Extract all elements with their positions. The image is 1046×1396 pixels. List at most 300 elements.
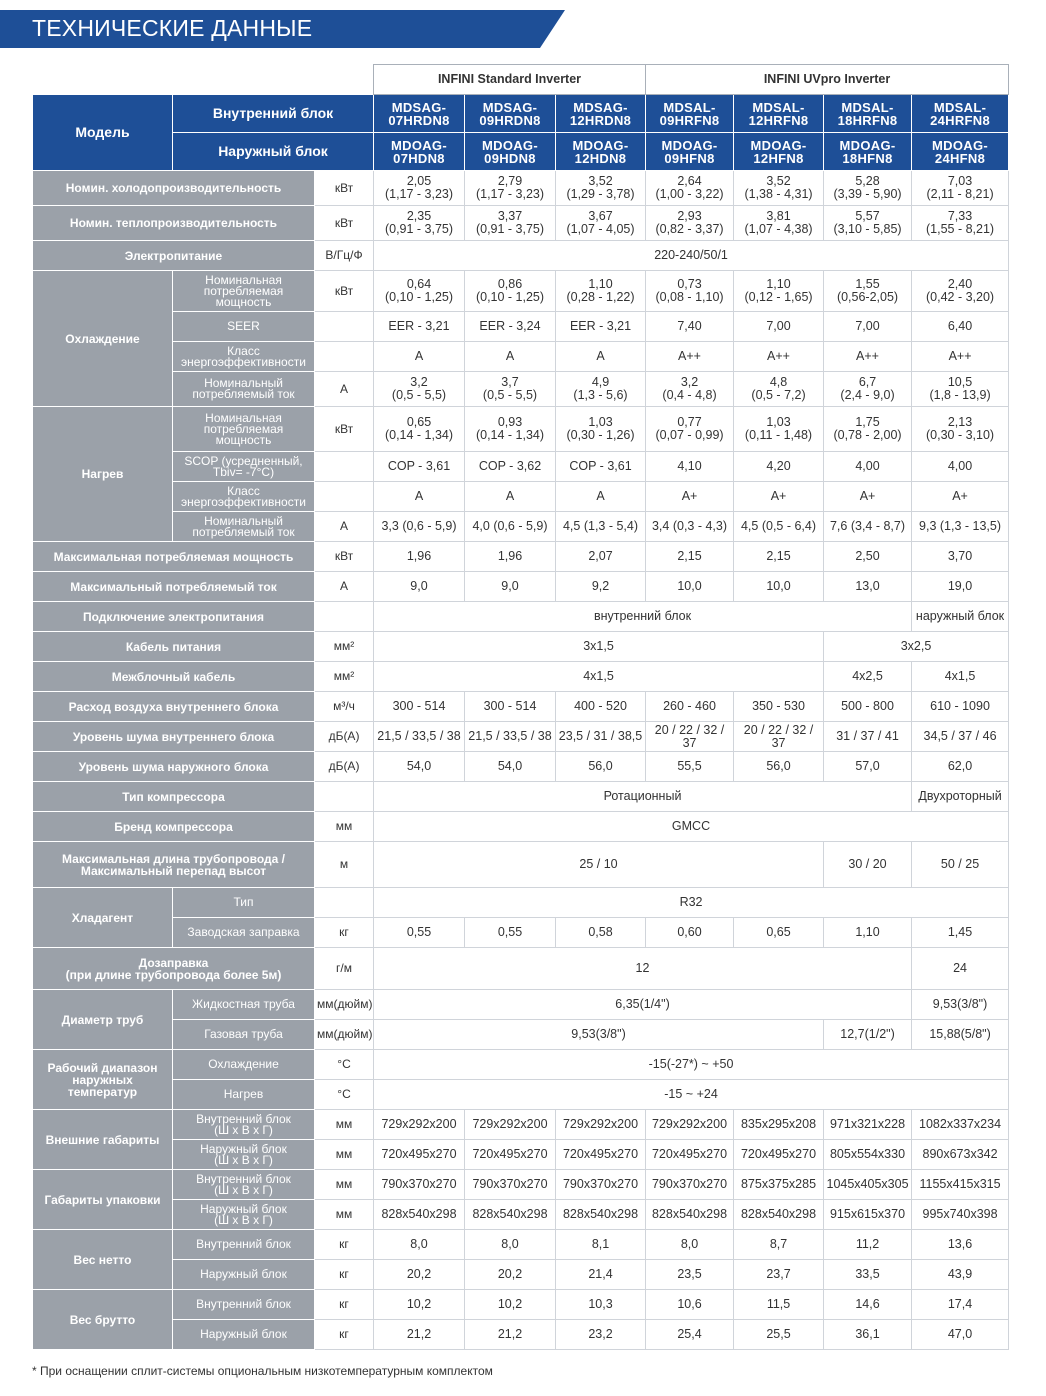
value-cell: 50 / 25 [912,842,1009,888]
value-cell: Ротационный [374,782,912,812]
value-cell: 11,2 [824,1230,912,1260]
value-cell: 62,0 [912,752,1009,782]
value-cell: 729x292x200 [374,1110,465,1140]
value-cell: 10,3 [556,1290,646,1320]
row-sublabel: Тип [173,888,315,918]
row-label: Рабочий диапазон наружных температур [33,1050,173,1110]
value-cell: 0,93 (0,14 - 1,34) [465,407,556,452]
value-cell: 54,0 [374,752,465,782]
unit-cell: кВт [315,171,374,206]
row-sublabel: Наружный блок (Ш x В x Г) [173,1140,315,1170]
value-cell: 0,86 (0,10 - 1,25) [465,271,556,312]
unit-cell: кВт [315,206,374,241]
value-cell: 729x292x200 [556,1110,646,1140]
value-cell: 34,5 / 37 / 46 [912,722,1009,752]
value-cell: 875x375x285 [734,1170,824,1200]
row-label: Максимальная длина трубопровода / Максимальный перепад высот [33,842,315,888]
spec-row [33,1170,1009,1200]
value-cell: 0,64 (0,10 - 1,25) [374,271,465,312]
value-cell: 3,81 (1,07 - 4,38) [734,206,824,241]
value-cell: 2,79 (1,17 - 3,23) [465,171,556,206]
value-cell: 24 [912,948,1009,990]
spec-row [33,206,1009,241]
value-cell: 828x540x298 [374,1200,465,1230]
value-cell: EER - 3,21 [374,312,465,342]
spec-row [33,312,1009,342]
spec-row [33,342,1009,372]
value-cell: 260 - 460 [646,692,734,722]
value-cell: 10,5 (1,8 - 13,9) [912,372,1009,407]
spec-row [33,948,1009,990]
title-banner [0,10,565,48]
value-cell: 400 - 520 [556,692,646,722]
value-cell: 790x370x270 [556,1170,646,1200]
value-cell: 4,5 (1,3 - 5,4) [556,512,646,542]
row-label: Межблочный кабель [33,662,315,692]
outdoor-unit-header: Наружный блок [173,133,374,171]
outdoor-model-cell: MDOAG- 24HFN8 [912,133,1009,171]
value-cell: 1082x337x234 [912,1110,1009,1140]
outdoor-model-cell: MDOAG- 12HFN8 [734,133,824,171]
unit-cell: мм [315,812,374,842]
value-cell: A++ [734,342,824,372]
row-sublabel: Заводская заправка [173,918,315,948]
value-cell: 805x554x330 [824,1140,912,1170]
unit-cell: кВт [315,271,374,312]
row-label: Номин. теплопроизводительность [33,206,315,241]
value-cell: 12 [374,948,912,990]
value-cell: 6,35(1/4") [374,990,912,1020]
value-cell: 3,4 (0,3 - 4,3) [646,512,734,542]
value-cell: 54,0 [465,752,556,782]
value-cell: A [556,342,646,372]
row-sublabel: Внутренний блок (Ш x В x Г) [173,1170,315,1200]
value-cell: 1,03 (0,11 - 1,48) [734,407,824,452]
value-cell: 9,53(3/8") [912,990,1009,1020]
indoor-model-cell: MDSAL- 24HRFN8 [912,95,1009,133]
spec-row [33,407,1009,452]
indoor-model-cell: MDSAL- 18HRFN8 [824,95,912,133]
value-cell: 3,7 (0,5 - 5,5) [465,372,556,407]
spec-row [33,171,1009,206]
spec-row [33,722,1009,752]
value-cell: 0,65 (0,14 - 1,34) [374,407,465,452]
value-cell: 0,55 [465,918,556,948]
spec-row [33,782,1009,812]
spec-row [33,842,1009,888]
value-cell: 56,0 [556,752,646,782]
value-cell: 500 - 800 [824,692,912,722]
value-cell: 4,5 (0,5 - 6,4) [734,512,824,542]
value-cell: 2,35 (0,91 - 3,75) [374,206,465,241]
value-cell: 4,20 [734,452,824,482]
unit-cell: мм [315,1110,374,1140]
row-label: Охлаждение [33,271,173,407]
value-cell: 350 - 530 [734,692,824,722]
spec-row [33,918,1009,948]
value-cell: 3,67 (1,07 - 4,05) [556,206,646,241]
row-label: Бренд компрессора [33,812,315,842]
value-cell: A [465,482,556,512]
value-cell: 12,7(1/2") [824,1020,912,1050]
row-sublabel: SCOP (усредненный, Tbiv= -7°C) [173,452,315,482]
row-sublabel: Внутренний блок (Ш x В x Г) [173,1110,315,1140]
row-label: Хладагент [33,888,173,948]
value-cell: 20 / 22 / 32 / 37 [646,722,734,752]
indoor-model-row [33,95,1009,133]
series-header-row [33,65,1009,95]
value-cell: 4x1,5 [374,662,824,692]
value-cell: 1,10 (0,12 - 1,65) [734,271,824,312]
value-cell: 2,50 [824,542,912,572]
value-cell: Двухроторный [912,782,1009,812]
value-cell: 720x495x270 [646,1140,734,1170]
value-cell: A [374,482,465,512]
value-cell: 10,0 [734,572,824,602]
unit-cell: г/м [315,948,374,990]
value-cell: 6,7 (2,4 - 9,0) [824,372,912,407]
value-cell: 7,6 (3,4 - 8,7) [824,512,912,542]
unit-cell [315,888,374,918]
spec-row [33,752,1009,782]
row-label: Подключение электропитания [33,602,315,632]
value-cell: 10,6 [646,1290,734,1320]
spec-row [33,1290,1009,1320]
row-sublabel: Жидкостная труба [173,990,315,1020]
value-cell: 4x2,5 [824,662,912,692]
value-cell: 1,96 [374,542,465,572]
unit-cell [315,602,374,632]
spec-row [33,888,1009,918]
row-label: Дозаправка (при длине трубопровода более 5м) [33,948,315,990]
row-sublabel: Газовая труба [173,1020,315,1050]
value-cell: 720x495x270 [374,1140,465,1170]
value-cell: 23,5 [646,1260,734,1290]
value-cell: 0,60 [646,918,734,948]
series-standard: INFINI Standard Inverter [374,65,646,95]
value-cell: 10,2 [465,1290,556,1320]
row-label: Расход воздуха внутреннего блока [33,692,315,722]
spec-row [33,1230,1009,1260]
value-cell: 9,0 [374,572,465,602]
indoor-model-cell: MDSAL- 12HRFN8 [734,95,824,133]
value-cell: 2,07 [556,542,646,572]
series-uvpro: INFINI UVpro Inverter [646,65,1009,95]
spec-row [33,632,1009,662]
value-cell: COP - 3,61 [374,452,465,482]
value-cell: 0,55 [374,918,465,948]
value-cell: 720x495x270 [465,1140,556,1170]
unit-cell: м³/ч [315,692,374,722]
value-cell: 1,55 (0,56-2,05) [824,271,912,312]
outdoor-model-cell: MDOAG- 18HFN8 [824,133,912,171]
row-sublabel: Номинальный потребляемый ток [173,372,315,407]
page-title: ТЕХНИЧЕСКИЕ ДАННЫЕ [32,15,313,41]
row-label: Габариты упаковки [33,1170,173,1230]
spec-row [33,1200,1009,1230]
value-cell: 220-240/50/1 [374,241,1009,271]
value-cell: 21,2 [374,1320,465,1350]
value-cell: 8,7 [734,1230,824,1260]
value-cell: 19,0 [912,572,1009,602]
value-cell: 3,2 (0,5 - 5,5) [374,372,465,407]
spec-row [33,1320,1009,1350]
row-label: Электропитание [33,241,315,271]
value-cell: A [465,342,556,372]
unit-cell [315,312,374,342]
value-cell: 300 - 514 [465,692,556,722]
value-cell: 790x370x270 [374,1170,465,1200]
outdoor-model-cell: MDOAG- 09HDN8 [465,133,556,171]
value-cell: 9,2 [556,572,646,602]
outdoor-model-cell: MDOAG- 09HFN8 [646,133,734,171]
unit-cell: кВт [315,542,374,572]
indoor-model-cell: MDSAL- 09HRFN8 [646,95,734,133]
unit-cell: м [315,842,374,888]
value-cell: 5,57 (3,10 - 5,85) [824,206,912,241]
value-cell: 720x495x270 [556,1140,646,1170]
value-cell: 1045x405x305 [824,1170,912,1200]
value-cell: 0,77 (0,07 - 0,99) [646,407,734,452]
value-cell: 790x370x270 [646,1170,734,1200]
value-cell: 7,03 (2,11 - 8,21) [912,171,1009,206]
value-cell: A++ [646,342,734,372]
unit-cell: A [315,512,374,542]
unit-cell: мм [315,1170,374,1200]
row-label: Уровень шума наружного блока [33,752,315,782]
value-cell: 20 / 22 / 32 / 37 [734,722,824,752]
value-cell: 4,0 (0,6 - 5,9) [465,512,556,542]
row-label: Вес нетто [33,1230,173,1290]
value-cell: A+ [734,482,824,512]
value-cell: 23,2 [556,1320,646,1350]
indoor-model-cell: MDSAG- 12HRDN8 [556,95,646,133]
value-cell: 3,37 (0,91 - 3,75) [465,206,556,241]
value-cell: 17,4 [912,1290,1009,1320]
row-sublabel: Номинальная потребляемая мощность [173,271,315,312]
value-cell: 0,73 (0,08 - 1,10) [646,271,734,312]
value-cell: -15(-27*) ~ +50 [374,1050,1009,1080]
value-cell: 2,05 (1,17 - 3,23) [374,171,465,206]
indoor-unit-header: Внутренний блок [173,95,374,133]
value-cell: 25 / 10 [374,842,824,888]
value-cell: внутренний блок [374,602,912,632]
value-cell: 21,5 / 33,5 / 38 [465,722,556,752]
spec-row [33,542,1009,572]
value-cell: 1155x415x315 [912,1170,1009,1200]
outdoor-model-cell: MDOAG- 07HDN8 [374,133,465,171]
value-cell: 1,10 [824,918,912,948]
value-cell: 835x295x208 [734,1110,824,1140]
value-cell: 3x2,5 [824,632,1009,662]
row-sublabel: Внутренний блок [173,1230,315,1260]
value-cell: 36,1 [824,1320,912,1350]
value-cell: 729x292x200 [465,1110,556,1140]
unit-cell: A [315,572,374,602]
value-cell: 8,0 [465,1230,556,1260]
indoor-model-cell: MDSAG- 09HRDN8 [465,95,556,133]
value-cell: 2,15 [646,542,734,572]
spec-row [33,512,1009,542]
value-cell: 30 / 20 [824,842,912,888]
row-sublabel: Наружный блок [173,1320,315,1350]
spec-row [33,1110,1009,1140]
unit-cell: °С [315,1080,374,1110]
spec-row [33,662,1009,692]
value-cell: 31 / 37 / 41 [824,722,912,752]
value-cell: 3,52 (1,38 - 4,31) [734,171,824,206]
row-label: Нагрев [33,407,173,542]
value-cell: 3,2 (0,4 - 4,8) [646,372,734,407]
footnote: * При оснащении сплит-системы опциональным низкотемпературным комплектом [32,1364,493,1378]
row-sublabel: Наружный блок (Ш x В x Г) [173,1200,315,1230]
row-sublabel: Внутренний блок [173,1290,315,1320]
value-cell: 971x321x228 [824,1110,912,1140]
value-cell: COP - 3,61 [556,452,646,482]
value-cell: 4,00 [912,452,1009,482]
value-cell: 20,2 [374,1260,465,1290]
value-cell: 57,0 [824,752,912,782]
value-cell: 2,13 (0,30 - 3,10) [912,407,1009,452]
value-cell: A [556,482,646,512]
value-cell: 8,1 [556,1230,646,1260]
value-cell: 2,64 (1,00 - 3,22) [646,171,734,206]
unit-cell: мм(дюйм) [315,990,374,1020]
value-cell: 3x1,5 [374,632,824,662]
value-cell: 7,40 [646,312,734,342]
row-label: Максимальная потребляемая мощность [33,542,315,572]
spec-row [33,1260,1009,1290]
value-cell: 7,33 (1,55 - 8,21) [912,206,1009,241]
value-cell: -15 ~ +24 [374,1080,1009,1110]
value-cell: 4,10 [646,452,734,482]
value-cell: 11,5 [734,1290,824,1320]
value-cell: 5,28 (3,39 - 5,90) [824,171,912,206]
value-cell: 7,00 [824,312,912,342]
value-cell: A++ [824,342,912,372]
outdoor-model-row [33,133,1009,171]
empty-corner [33,65,374,95]
value-cell: 4,00 [824,452,912,482]
spec-row [33,271,1009,312]
value-cell: 3,3 (0,6 - 5,9) [374,512,465,542]
value-cell: 995x740x398 [912,1200,1009,1230]
row-sublabel: Наружный блок [173,1260,315,1290]
value-cell: 729x292x200 [646,1110,734,1140]
value-cell: 9,53(3/8") [374,1020,824,1050]
row-label: Внешние габариты [33,1110,173,1170]
value-cell: 10,2 [374,1290,465,1320]
value-cell: 7,00 [734,312,824,342]
value-cell: A++ [912,342,1009,372]
unit-cell: дБ(А) [315,752,374,782]
value-cell: 828x540x298 [646,1200,734,1230]
value-cell: 8,0 [646,1230,734,1260]
value-cell: 4,9 (1,3 - 5,6) [556,372,646,407]
value-cell: наружный блок [912,602,1009,632]
value-cell: 890x673x342 [912,1140,1009,1170]
unit-cell: кг [315,1320,374,1350]
row-sublabel: Нагрев [173,1080,315,1110]
unit-cell: °С [315,1050,374,1080]
value-cell: 2,15 [734,542,824,572]
unit-cell: мм² [315,632,374,662]
value-cell: 790x370x270 [465,1170,556,1200]
value-cell: EER - 3,24 [465,312,556,342]
value-cell: 6,40 [912,312,1009,342]
unit-cell: кг [315,1260,374,1290]
row-label: Тип компрессора [33,782,315,812]
spec-row [33,990,1009,1020]
value-cell: 8,0 [374,1230,465,1260]
value-cell: 14,6 [824,1290,912,1320]
spec-row [33,692,1009,722]
row-sublabel: Класс энергоэффективности [173,342,315,372]
spec-row [33,482,1009,512]
unit-cell: мм(дюйм) [315,1020,374,1050]
value-cell: 43,9 [912,1260,1009,1290]
value-cell: 15,88(5/8") [912,1020,1009,1050]
value-cell: 20,2 [465,1260,556,1290]
value-cell: 55,5 [646,752,734,782]
unit-cell [315,342,374,372]
value-cell: 4,8 (0,5 - 7,2) [734,372,824,407]
value-cell: 9,0 [465,572,556,602]
value-cell: 300 - 514 [374,692,465,722]
value-cell: A+ [824,482,912,512]
spec-row [33,1140,1009,1170]
value-cell: 1,10 (0,28 - 1,22) [556,271,646,312]
unit-cell: кг [315,1230,374,1260]
unit-cell: мм [315,1200,374,1230]
value-cell: EER - 3,21 [556,312,646,342]
value-cell: GMCC [374,812,1009,842]
spec-row [33,602,1009,632]
unit-cell: кг [315,918,374,948]
spec-row [33,452,1009,482]
value-cell: 25,5 [734,1320,824,1350]
value-cell: 828x540x298 [734,1200,824,1230]
value-cell: 828x540x298 [556,1200,646,1230]
spec-row [33,1020,1009,1050]
value-cell: 610 - 1090 [912,692,1009,722]
unit-cell: мм² [315,662,374,692]
spec-row [33,572,1009,602]
unit-cell: В/Гц/Ф [315,241,374,271]
unit-cell: кг [315,1290,374,1320]
row-sublabel: Охлаждение [173,1050,315,1080]
value-cell: 23,5 / 31 / 38,5 [556,722,646,752]
row-sublabel: Класс энергоэффективности [173,482,315,512]
unit-cell: дБ(А) [315,722,374,752]
value-cell: 1,96 [465,542,556,572]
row-label: Вес брутто [33,1290,173,1350]
spec-row [33,1080,1009,1110]
value-cell: 47,0 [912,1320,1009,1350]
value-cell: 1,75 (0,78 - 2,00) [824,407,912,452]
row-label: Диаметр труб [33,990,173,1050]
value-cell: 1,45 [912,918,1009,948]
value-cell: 2,93 (0,82 - 3,37) [646,206,734,241]
value-cell: 0,58 [556,918,646,948]
value-cell: 9,3 (1,3 - 13,5) [912,512,1009,542]
value-cell: A [374,342,465,372]
spec-row [33,812,1009,842]
spec-row [33,372,1009,407]
value-cell: 13,6 [912,1230,1009,1260]
unit-cell: A [315,372,374,407]
unit-cell [315,482,374,512]
